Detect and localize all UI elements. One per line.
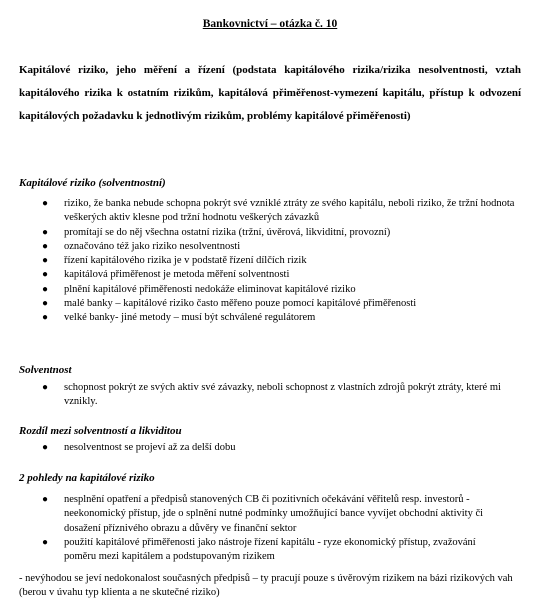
page-title: Bankovnictví – otázka č. 10 — [202, 18, 338, 30]
list-item: ● malé banky – kapitálové riziko často měřeno pouze pomocí kapitálové přiměřenosti — [0, 297, 520, 311]
list-item: ● nesplnění opatření a předpisů stanovených CB či pozitivních očekávání věřitelů resp. investorů - neekonomický přístup, jde o splnění nutné podmínky umožňující bance vyvíjet obchodní aktivity či dosažení příznivého obrazu a důvěry ve finanční sektor — [42, 494, 484, 534]
solvency-list — [0, 381, 505, 410]
section-heading-capital-risk: Kapitálové riziko (solventnostní) — [19, 177, 166, 189]
bullet-icon: ● — [42, 269, 49, 281]
section-heading-two-views: 2 pohledy na kapitálové riziko — [19, 472, 155, 484]
bullet-icon: ● — [42, 382, 49, 393]
footer-note: - nevýhodou se jeví nedokonalost současných předpisů – ty pracují pouze s úvěrovým rizikem na bázi rizikových vah (berou v úvahu typ klienta a ne skutečné riziko) — [19, 573, 513, 599]
list-item: ● promítají se do něj všechna ostatní rizika (tržní, úvěrová, likviditní, provozní) — [0, 226, 520, 240]
bullet-icon: ● — [42, 536, 49, 548]
list-item: ● schopnost pokrýt ze svých aktiv své závazky, neboli schopnost z vlastních zdrojů pokrýt ztráty, které mi vznikly. — [42, 382, 501, 408]
bullet-icon: ● — [42, 494, 49, 505]
bullet-icon: ● — [42, 226, 49, 238]
list-item: ● riziko, že banka nebude schopna pokrýt své vzniklé ztráty ze svého kapitálu, neboli riziko, že tržní hodnota veškerých aktiv klesne pod tržní hodnotu veškerých závazků — [42, 198, 515, 224]
question-intro: Kapitálové riziko, jeho měření a řízení (podstata kapitálového rizika/rizika nesolventnosti, vztah kapitálového rizika k ostatním rizikům, kapitálová přiměřenost-vymezení kapitálu, přístup k odvození kapitálových požadavku k jednotlivým rizikům, problémy kapitálové přiměřenosti) — [19, 64, 521, 122]
capital-risk-list — [0, 197, 520, 326]
bullet-icon: ● — [42, 240, 49, 252]
list-item: ● velké banky- jiné metody – musí být schválené regulátorem — [0, 311, 520, 325]
bullet-icon: ● — [42, 283, 49, 295]
list-item: ● použití kapitálové přiměřenosti jako nástroje řízení kapitálu - ryze ekonomický přístup, zvažování poměru mezi kapitálem a podstupovaným rizikem — [42, 536, 476, 563]
bullet-icon: ● — [42, 312, 49, 324]
bullet-icon: ● — [42, 298, 49, 310]
list-item: ● nesolventnost se projeví až za delší dobu — [0, 441, 505, 455]
list-item: ● řízení kapitálového rizika je v podstatě řízení dílčích rizik — [0, 254, 520, 268]
list-item: ● označováno též jako riziko nesolventnosti — [0, 240, 520, 254]
solvency-liquidity-list — [0, 441, 505, 455]
bullet-icon: ● — [42, 198, 49, 209]
list-item: ● plnění kapitálové přiměřenosti nedokáže eliminovat kapitálové riziko — [0, 283, 520, 297]
section-heading-solvency: Solventnost — [19, 364, 72, 376]
two-views-list — [0, 493, 508, 564]
section-heading-solvency-vs-liquidity: Rozdíl mezi solventností a likviditou — [19, 425, 182, 437]
bullet-icon: ● — [42, 255, 49, 267]
list-item: ● kapitálová přiměřenost je metoda měření solventnosti — [0, 268, 520, 282]
bullet-icon: ● — [42, 442, 49, 453]
